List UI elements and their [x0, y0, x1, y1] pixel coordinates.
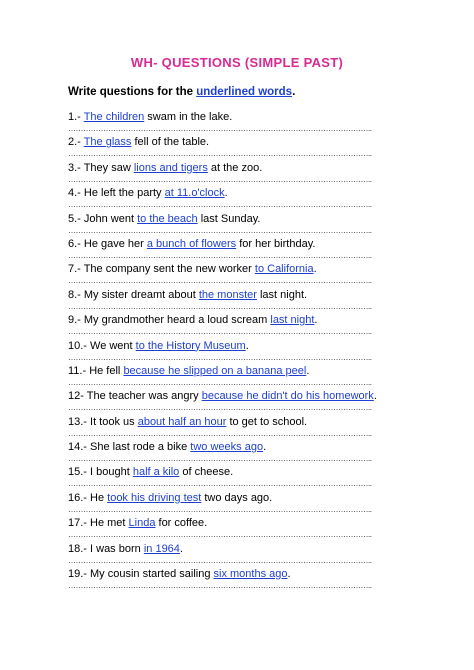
page-title: WH- QUESTIONS (SIMPLE PAST): [130, 55, 344, 70]
underlined-words: The glass: [83, 136, 132, 149]
sentence-text: 12- The teacher was angry: [68, 390, 202, 403]
sentence-text: .: [224, 187, 228, 200]
underlined-words: the monster: [198, 288, 257, 301]
sentence-text: 19.- My cousin started sailing: [68, 568, 214, 581]
question-sentence: [68, 491, 404, 505]
answer-line[interactable]: …………………………………………………………………………………………………………..: [68, 276, 372, 286]
answer-line[interactable]: …………………………………………………………………………………………………………..: [68, 250, 372, 260]
instructions-text: Write questions for the: [68, 86, 197, 98]
sentence-text: 8.- My sister dreamt about: [68, 288, 199, 301]
sentence-text: 16.- He: [68, 491, 108, 504]
underlined-words: because he slipped on a banana peel: [123, 364, 307, 377]
question-item: [68, 491, 404, 516]
question-sentence: [68, 389, 404, 403]
question-sentence: [68, 186, 404, 200]
answer-line[interactable]: …………………………………………………………………………………………………………..: [68, 428, 372, 438]
sentence-text: at the zoo.: [207, 161, 263, 174]
answer-line[interactable]: …………………………………………………………………………………………………………..: [68, 581, 372, 591]
underlined-words: took his driving test: [107, 491, 202, 504]
sentence-text: two days ago.: [201, 491, 273, 504]
answer-line[interactable]: …………………………………………………………………………………………………………..: [68, 327, 372, 337]
question-item: [68, 110, 404, 135]
question-sentence: [68, 465, 404, 479]
sentence-text: 15.- I bought: [68, 466, 133, 479]
question-item: [68, 440, 404, 465]
sentence-text: .: [245, 339, 249, 352]
question-item: [68, 465, 404, 490]
sentence-text: for coffee.: [155, 517, 208, 530]
question-sentence: [68, 288, 404, 302]
sentence-text: for her birthday.: [236, 237, 316, 250]
sentence-text: 17.- He met: [68, 517, 129, 530]
question-sentence: [68, 262, 404, 276]
question-sentence: [68, 135, 404, 149]
sentence-text: last night.: [256, 288, 308, 301]
sentence-text: .: [313, 263, 317, 276]
question-sentence: [68, 161, 404, 175]
answer-line[interactable]: …………………………………………………………………………………………………………..: [68, 454, 372, 464]
sentence-text: to get to school.: [226, 415, 308, 428]
sentence-text: 18.- I was born: [68, 542, 144, 555]
answer-line[interactable]: …………………………………………………………………………………………………………..: [68, 504, 372, 514]
question-item: [68, 542, 404, 567]
question-item: [68, 135, 404, 160]
question-item: [68, 567, 404, 592]
answer-line[interactable]: …………………………………………………………………………………………………………..: [68, 149, 372, 159]
sentence-text: 13.- It took us: [68, 415, 138, 428]
underlined-words: to the History Museum: [135, 339, 246, 352]
question-item: [68, 415, 404, 440]
underlined-words: Linda: [128, 517, 156, 530]
question-sentence: [68, 440, 404, 454]
sentence-text: .: [179, 542, 183, 555]
sentence-text: 11.- He fell: [68, 364, 124, 377]
underlined-words: in 1964: [143, 542, 180, 555]
answer-line[interactable]: …………………………………………………………………………………………………………..: [68, 403, 372, 413]
answer-line[interactable]: …………………………………………………………………………………………………………..: [68, 377, 372, 387]
question-item: [68, 186, 404, 211]
answer-line[interactable]: …………………………………………………………………………………………………………..: [68, 352, 372, 362]
answer-line[interactable]: …………………………………………………………………………………………………………..: [68, 124, 372, 133]
sentence-text: 3.- They saw: [68, 161, 134, 174]
question-item: [68, 237, 404, 262]
underlined-words: about half an hour: [137, 415, 227, 428]
question-sentence: [68, 237, 404, 251]
underlined-words: because he didn't do his homework: [201, 390, 374, 403]
underlined-words: six months ago: [213, 568, 288, 581]
underlined-words: two weeks ago: [190, 441, 264, 454]
instructions: [68, 86, 295, 98]
underlined-words: to the beach: [137, 212, 198, 225]
answer-line[interactable]: …………………………………………………………………………………………………………..: [68, 301, 372, 311]
sentence-text: .: [287, 568, 291, 581]
answer-line[interactable]: …………………………………………………………………………………………………………..: [68, 530, 372, 540]
underlined-words: at 11.o'clock: [164, 187, 225, 200]
sentence-text: 1.-: [68, 111, 84, 123]
instructions-underlined: underlined words: [196, 86, 293, 98]
underlined-words: a bunch of flowers: [146, 237, 237, 250]
question-sentence: [68, 516, 404, 530]
sentence-text: 2.-: [68, 136, 84, 149]
question-sentence: [68, 110, 404, 124]
sentence-text: 4.- He left the party: [68, 187, 165, 200]
question-item: [68, 262, 404, 287]
question-item: [68, 161, 404, 186]
underlined-words: last night: [270, 314, 315, 327]
sentence-text: last Sunday.: [197, 212, 261, 225]
sentence-text: of cheese.: [179, 466, 234, 479]
underlined-words: The children: [83, 111, 145, 123]
answer-line[interactable]: …………………………………………………………………………………………………………..: [68, 555, 372, 565]
question-item: [68, 313, 404, 338]
underlined-words: lions and tigers: [133, 161, 208, 174]
question-item: [68, 516, 404, 541]
question-list: [68, 110, 404, 592]
sentence-text: .: [263, 441, 267, 454]
question-sentence: [68, 339, 404, 353]
underlined-words: to California: [254, 263, 314, 276]
question-item: [68, 339, 404, 364]
sentence-text: .: [306, 364, 310, 377]
sentence-text: 7.- The company sent the new worker: [68, 263, 255, 276]
sentence-text: 14.- She last rode a bike: [68, 441, 191, 454]
answer-line[interactable]: …………………………………………………………………………………………………………..: [68, 479, 372, 489]
answer-line[interactable]: …………………………………………………………………………………………………………..: [68, 200, 372, 210]
answer-line[interactable]: …………………………………………………………………………………………………………..: [68, 174, 372, 184]
sentence-text: swam in the lake.: [144, 111, 233, 123]
answer-line[interactable]: …………………………………………………………………………………………………………..: [68, 225, 372, 235]
question-sentence: [68, 212, 404, 226]
sentence-text: 10.- We went: [68, 339, 136, 352]
question-item: [68, 389, 404, 414]
instructions-end: .: [292, 86, 296, 98]
question-sentence: [68, 542, 404, 556]
sentence-text: .: [373, 390, 377, 403]
underlined-words: half a kilo: [132, 466, 180, 479]
sentence-text: 5.- John went: [68, 212, 138, 225]
question-sentence: [68, 364, 404, 378]
question-sentence: [68, 567, 404, 581]
question-item: [68, 364, 404, 389]
question-item: [68, 212, 404, 237]
sentence-text: 9.- My grandmother heard a loud scream: [68, 314, 271, 327]
sentence-text: fell of the table.: [131, 136, 210, 149]
question-sentence: [68, 313, 404, 327]
question-item: [68, 288, 404, 313]
sentence-text: .: [314, 314, 318, 327]
question-sentence: [68, 415, 404, 429]
sentence-text: 6.- He gave her: [68, 237, 147, 250]
